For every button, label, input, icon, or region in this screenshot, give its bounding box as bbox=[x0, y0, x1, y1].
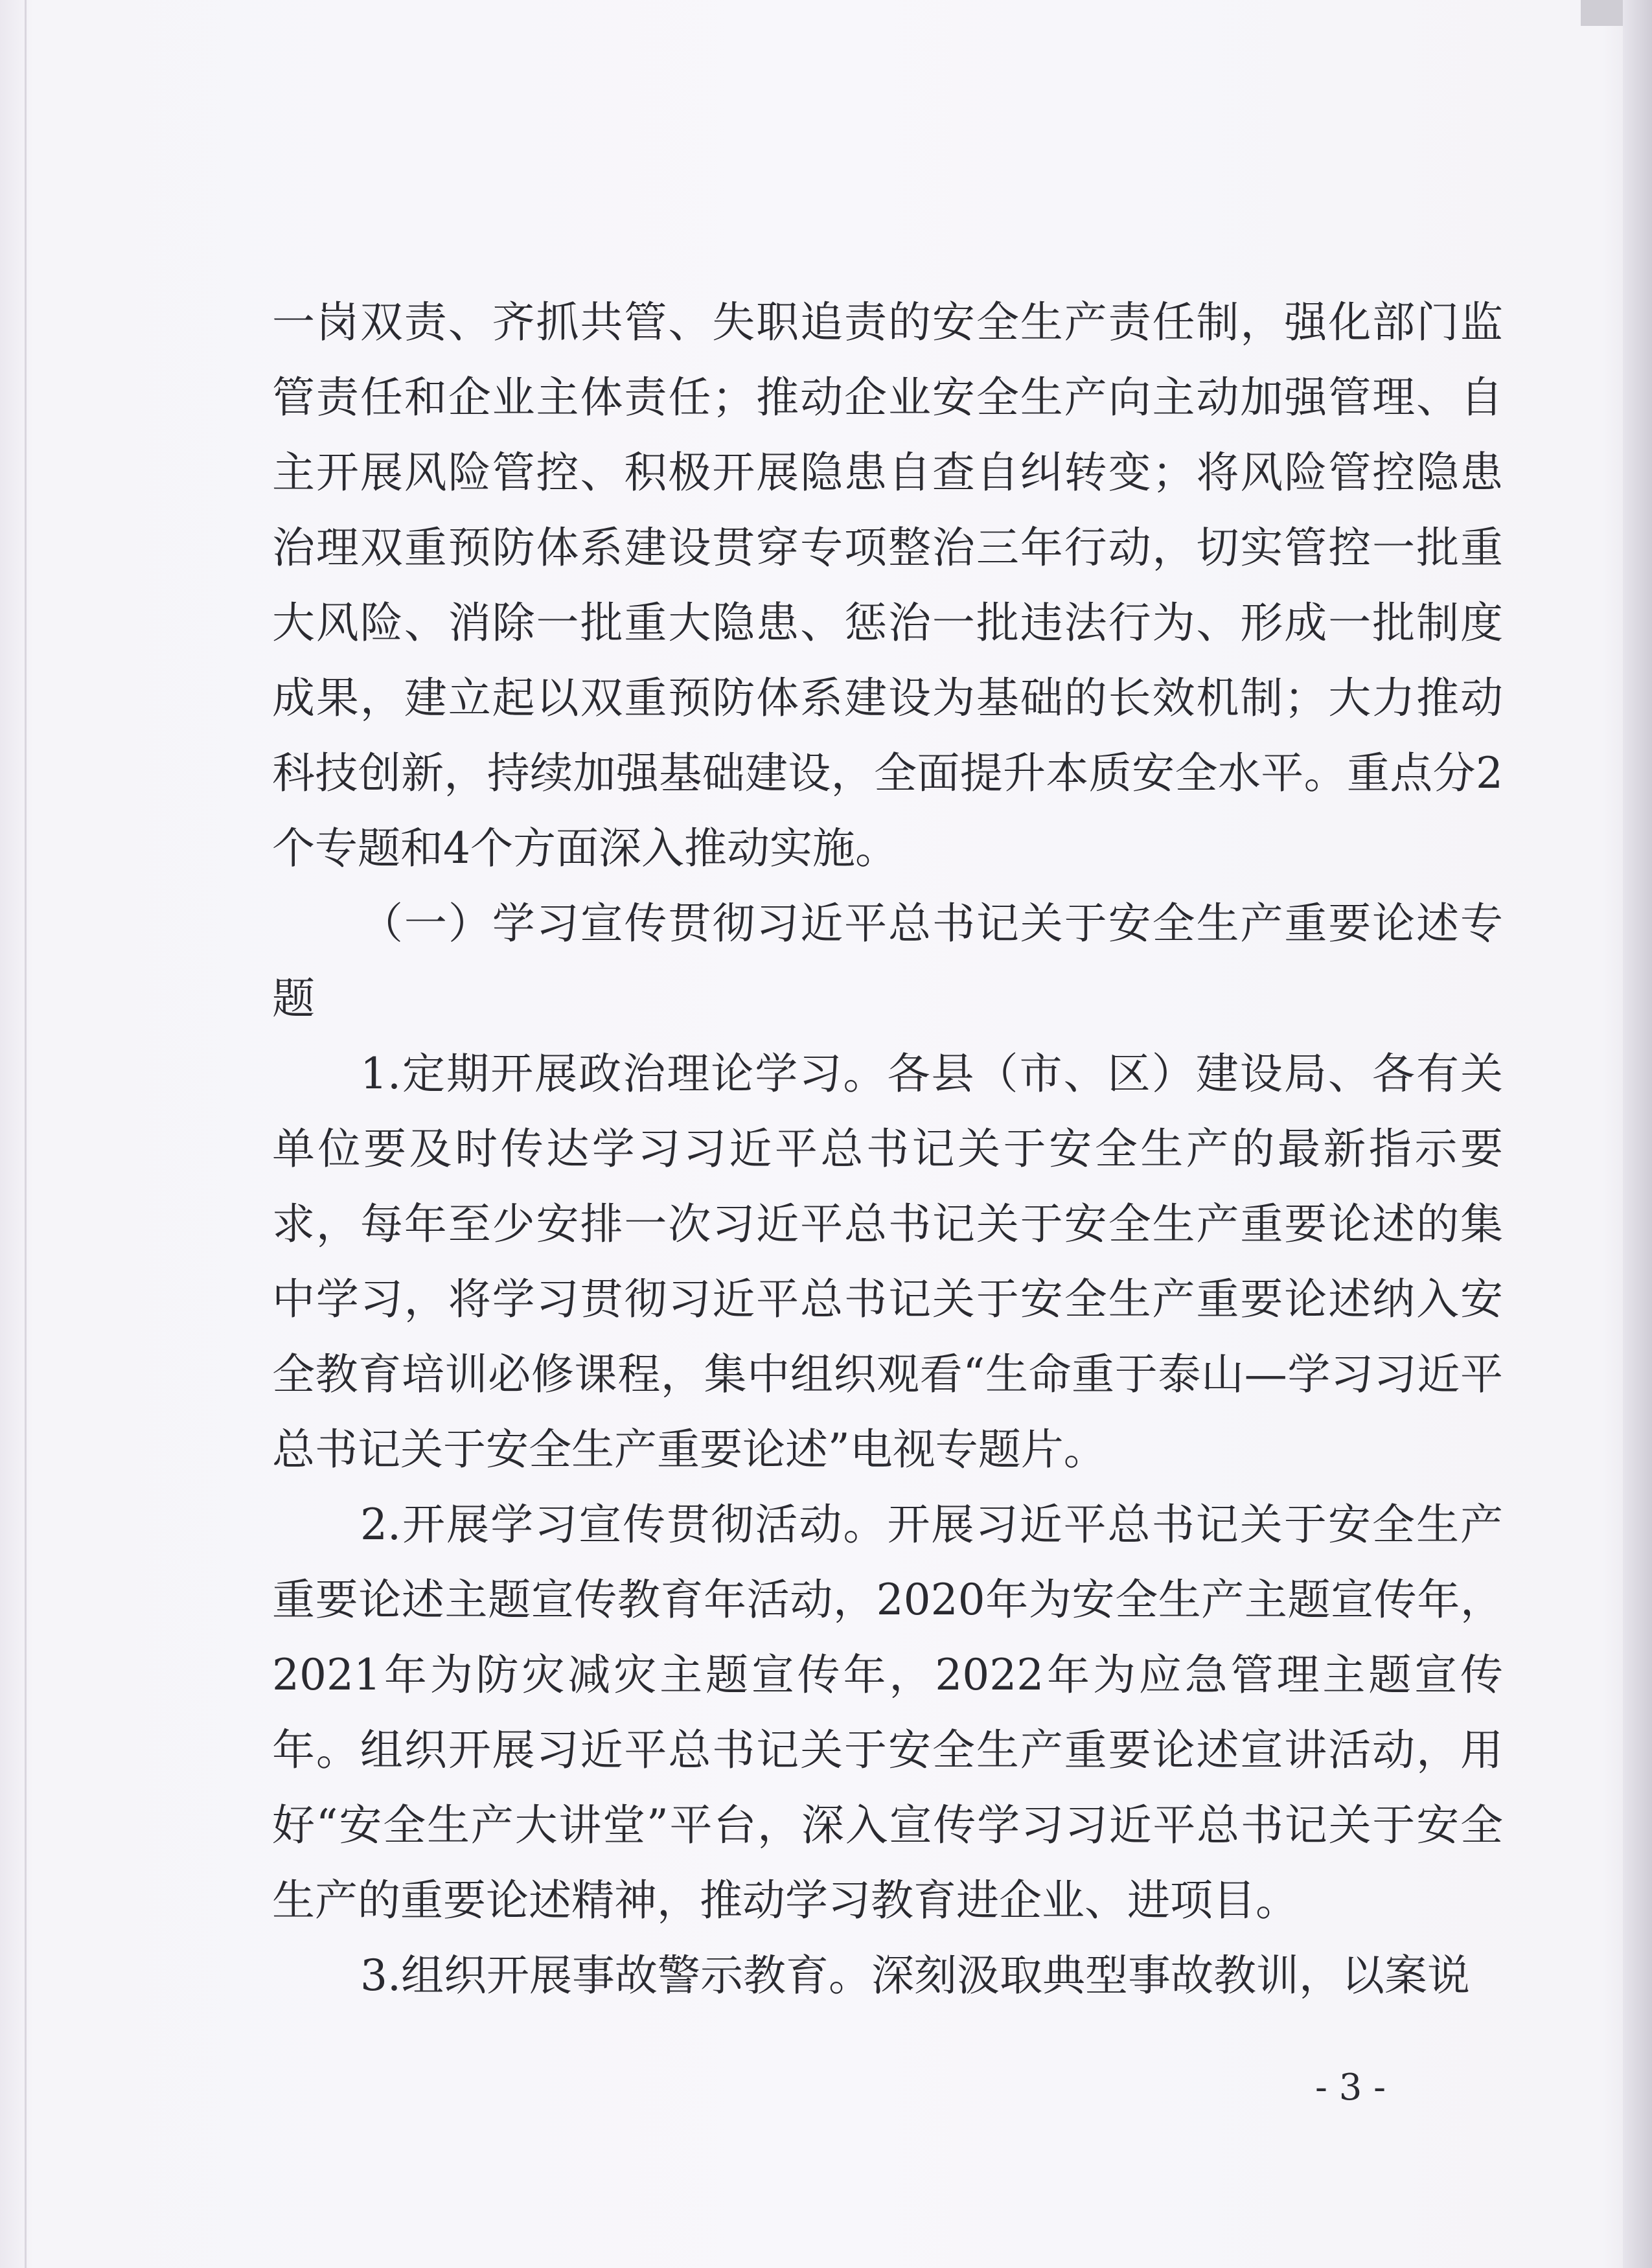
paragraph-continuation: 一岗双责、齐抓共管、失职追责的安全生产责任制，强化部门监管责任和企业主体责任；推动企业安全生产向主动加强管理、自主开展风险管控、积极开展隐患自查自纠转变；将风险管控隐患治理双重预防体系建设贯穿专项整治三年行动，切实管控一批重大风险、消除一批重大隐患、惩治一批违法行为、形成一批制度成果，建立起以双重预防体系建设为基础的长效机制；大力推动科技创新，持续加强基础建设，全面提升本质安全水平。重点分2个专题和4个方面深入推动实施。 bbox=[272, 297, 1503, 873]
section-heading: （一）学习宣传贯彻习近平总书记关于安全生产重要论述专题 bbox=[272, 899, 1503, 1024]
document-body bbox=[272, 285, 1503, 2013]
page-number: - 3 - bbox=[1315, 2067, 1386, 2109]
scan-left-edge bbox=[25, 0, 27, 2268]
scan-corner-mark bbox=[1581, 0, 1623, 26]
paragraph-item-1: 1.定期开展政治理论学习。各县（市、区）建设局、各有关单位要及时传达学习习近平总书记关于安全生产的最新指示要求，每年至少安排一次习近平总书记关于安全生产重要论述的集中学习，将学习贯彻习近平总书记关于安全生产重要论述纳入安全教育培训必修课程，集中组织观看“生命重于泰山—学习习近平总书记关于安全生产重要论述”电视专题片。 bbox=[272, 1049, 1503, 1474]
paragraph-item-3: 3.组织开展事故警示教育。深刻汲取典型事故教训，以案说 bbox=[360, 1951, 1470, 2000]
paragraph-item-2: 2.开展学习宣传贯彻活动。开展习近平总书记关于安全生产重要论述主题宣传教育年活动，2020年为安全生产主题宣传年，2021年为防灾减灾主题宣传年，2022年为应急管理主题宣传年。组织开展习近平总书记关于安全生产重要论述宣讲活动，用好“安全生产大讲堂”平台，深入宣传学习习近平总书记关于安全生产的重要论述精神，推动学习教育进企业、进项目。 bbox=[272, 1500, 1503, 1925]
scan-right-edge bbox=[1623, 0, 1652, 2268]
